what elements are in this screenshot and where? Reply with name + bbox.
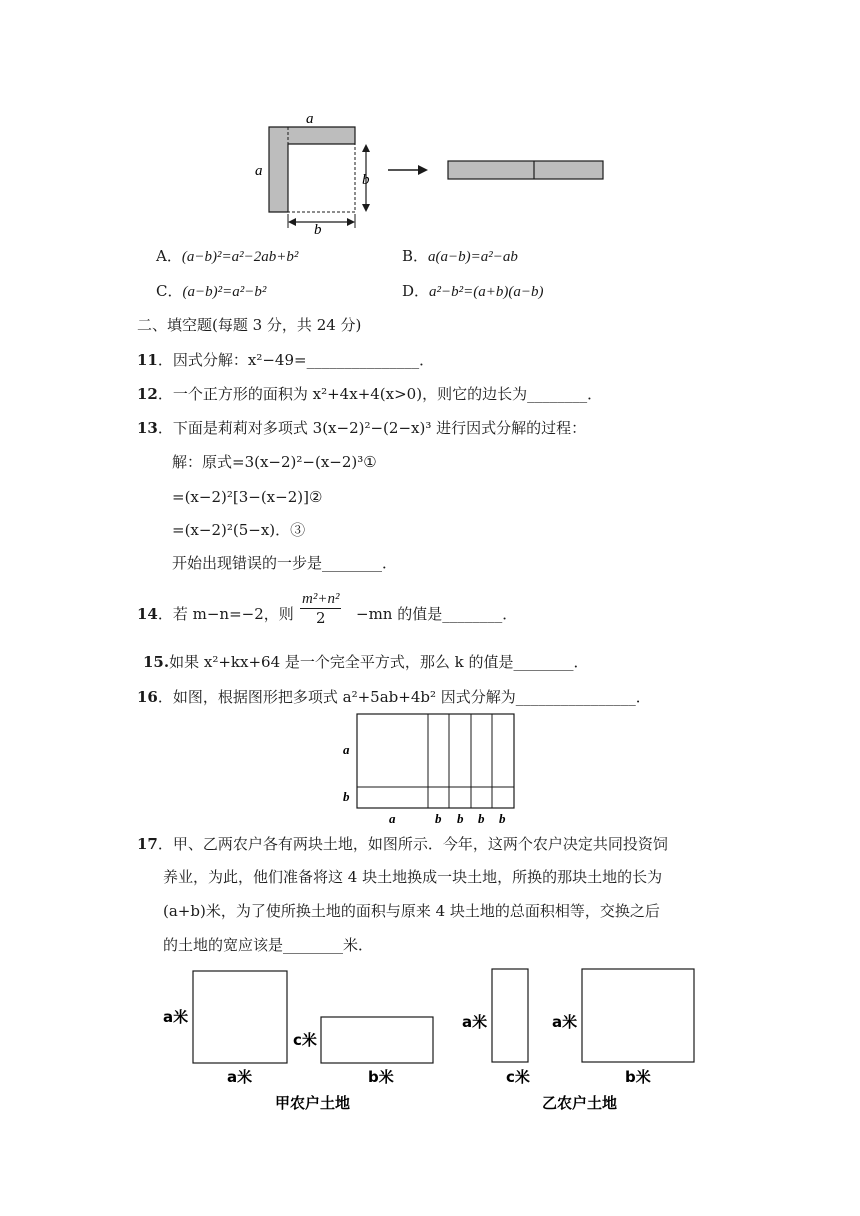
- yi-rect-ab: [582, 969, 694, 1062]
- option-b: B．a(a−b)=a²−ab: [402, 247, 518, 265]
- question-14-post: −mn 的值是________．: [356, 605, 518, 623]
- q13-step4: 开始出现错误的一步是________．: [172, 554, 398, 572]
- fig16-bottom-b1: b: [435, 811, 442, 826]
- yi-caption: 乙农户土地: [542, 1094, 618, 1112]
- fig16-label-a: a: [343, 742, 350, 757]
- section-title: 二、填空题(每题 3 分，共 24 分): [137, 316, 362, 334]
- fig10-label-b-bottom: b: [314, 222, 322, 238]
- question-11: 11．因式分解：x²−49=_______________．: [137, 351, 435, 369]
- jia-caption: 甲农户土地: [275, 1094, 351, 1112]
- q17-line2: 养业，为此，他们准备将这 4 块土地换成一块土地，所换的那块土地的长为: [163, 868, 663, 886]
- fig16-bottom-a: a: [389, 811, 396, 826]
- yi-label-c-bottom: c米: [506, 1068, 530, 1086]
- jia-label-c-left: c米: [293, 1031, 317, 1049]
- fig10-label-b-right: b: [362, 172, 370, 188]
- yi-label-a-left2: a米: [552, 1013, 578, 1031]
- jia-rect-bc: [321, 1017, 433, 1063]
- fig10-label-a-top: a: [306, 111, 314, 127]
- question-17: 17．甲、乙两农户各有两块土地，如图所示．今年，这两个农户决定共同投资饲: [137, 835, 668, 853]
- fig16-bottom-b3: b: [478, 811, 485, 826]
- q14-fraction: $\frac{\text{m²+n²}}{2}$: [302, 591, 340, 627]
- question-12: 12．一个正方形的面积为 x²+4x+4(x>0)，则它的边长为________．: [137, 385, 603, 403]
- yi-label-a-left1: a米: [462, 1013, 488, 1031]
- question-16: 16．如图，根据图形把多项式 a²+5ab+4b² 因式分解为________________．: [137, 688, 651, 706]
- fig16-bottom-b2: b: [457, 811, 464, 826]
- q13-step3: =(x−2)²(5−x)．③: [172, 521, 306, 539]
- fig16-bottom-b4: b: [499, 811, 506, 826]
- yi-rect-ac: [492, 969, 528, 1062]
- option-d: D．a²−b²=(a+b)(a−b): [402, 282, 544, 300]
- fig16-label-b: b: [343, 789, 350, 804]
- question-14-pre: 14．若 m−n=−2，则: [137, 605, 294, 623]
- jia-label-b-bottom: b米: [368, 1068, 394, 1086]
- q17-line4: 的土地的宽应该是________米．: [163, 936, 374, 954]
- question-15: 15.如果 x²+kx+64 是一个完全平方式，那么 k 的值是________．: [143, 653, 589, 671]
- fig10-label-a-left: a: [255, 163, 263, 179]
- option-c: C．(a−b)²=a²−b²: [156, 282, 267, 300]
- jia-square-a: [193, 971, 287, 1063]
- question-13: 13．下面是莉莉对多项式 3(x−2)²−(2−x)³ 进行因式分解的过程：: [137, 419, 587, 437]
- q13-step1: 解：原式=3(x−2)²−(x−2)³①: [172, 453, 377, 471]
- jia-label-a-bottom: a米: [227, 1068, 253, 1086]
- jia-label-a-left: a米: [163, 1008, 189, 1026]
- option-a: A．(a−b)²=a²−2ab+b²: [156, 247, 299, 265]
- yi-label-b-bottom: b米: [625, 1068, 651, 1086]
- q13-step2: =(x−2)²[3−(x−2)]②: [172, 488, 323, 506]
- q17-line3: (a+b)米，为了使所换土地的面积与原来 4 块土地的总面积相等，交换之后: [163, 902, 660, 920]
